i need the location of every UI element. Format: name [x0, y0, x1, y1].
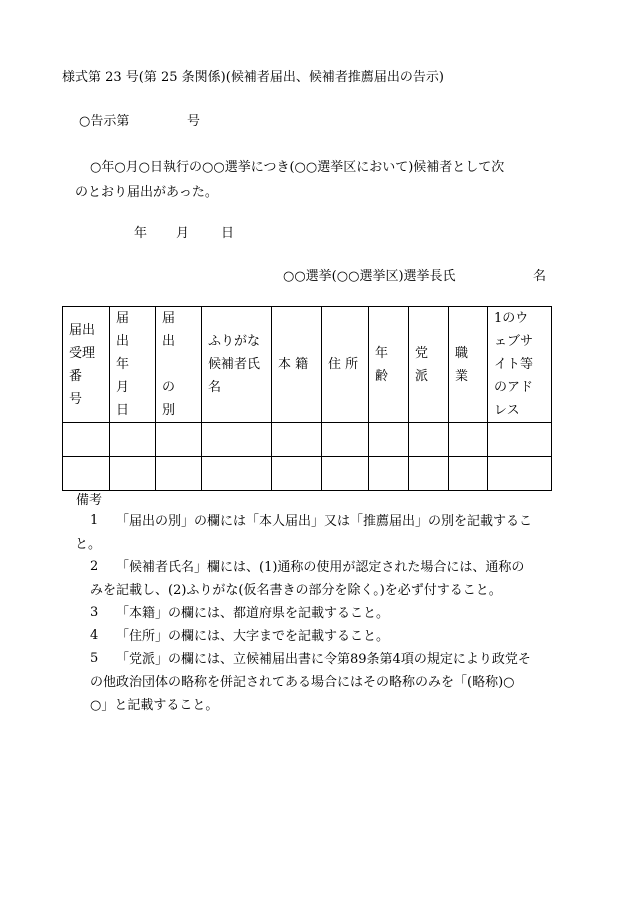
note-number: 4	[90, 628, 99, 643]
table-cell	[110, 423, 156, 457]
note-5-line-1: 「党派」の欄には、立候補届出書に令第89条第4項の規定により政党そ	[116, 652, 531, 667]
note-1-line-2: と。	[75, 537, 102, 552]
table-cell	[110, 457, 156, 491]
signature-text: ○○選挙(○○選挙区)選挙長氏	[283, 269, 456, 284]
table-cell	[449, 423, 488, 457]
form-title: 様式第 23 号(第 25 条関係)(候補者届出、候補者推薦届出の告示)	[62, 70, 444, 85]
header-candidate-name	[202, 307, 272, 423]
header-text: 届 出 の 別	[162, 311, 176, 418]
note-4-line-1: 「住所」の欄には、大字までを記載すること。	[116, 629, 390, 644]
header-text: ふりがな 候補者氏 名	[208, 334, 261, 395]
header-domicile	[272, 307, 322, 423]
note-2-line-2: みを記載し、(2)ふりがな(仮名書きの部分を除く。)を必ず付すること。	[90, 583, 502, 598]
header-address	[322, 307, 369, 423]
notes-title: 備考	[76, 493, 103, 508]
header-filing-date	[110, 307, 156, 423]
notice-label: ○告示第	[79, 114, 130, 129]
table-cell	[409, 457, 449, 491]
note-1-line-1: 「届出の別」の欄には「本人届出」又は「推薦届出」の別を記載するこ	[116, 514, 533, 529]
table-cell	[156, 423, 202, 457]
table-cell	[369, 423, 409, 457]
header-occupation	[449, 307, 488, 423]
header-text: 本 籍	[278, 357, 309, 372]
table-cell	[63, 457, 110, 491]
table-cell	[272, 457, 322, 491]
table-cell	[322, 423, 369, 457]
table-header-row	[63, 307, 552, 423]
table-cell	[449, 457, 488, 491]
table-cell	[156, 457, 202, 491]
signature-name-suffix: 名	[533, 269, 547, 284]
header-text: 1のウ ェブサ イト等 のアド レス	[494, 311, 534, 418]
header-text: 党 派	[415, 345, 429, 384]
header-receipt-number	[63, 307, 110, 423]
table-row	[63, 423, 552, 457]
notice-number-suffix: 号	[187, 114, 201, 129]
table-cell	[202, 457, 272, 491]
table-cell	[272, 423, 322, 457]
header-text: 年 齢	[375, 345, 389, 384]
note-5-line-3: ○」と記載すること。	[90, 698, 219, 713]
header-age	[369, 307, 409, 423]
table-cell	[322, 457, 369, 491]
note-5-line-2: の他政治団体の略称を併記されてある場合にはその略称のみを「(略称)○	[90, 675, 515, 690]
note-number: 1	[90, 513, 99, 528]
table-cell	[409, 423, 449, 457]
registration-table	[62, 306, 552, 491]
header-text: 職 業	[455, 345, 469, 384]
table-cell	[63, 423, 110, 457]
note-number: 2	[90, 559, 99, 574]
note-number: 3	[90, 605, 99, 620]
table-cell	[202, 423, 272, 457]
header-text: 住 所	[328, 357, 359, 372]
note-3-line-1: 「本籍」の欄には、都道府県を記載すること。	[116, 606, 390, 621]
note-number: 5	[90, 651, 99, 666]
table-row	[63, 457, 552, 491]
date-year: 年	[134, 226, 148, 241]
header-text: 届出 受理 番 号	[69, 322, 96, 407]
table-cell	[488, 457, 552, 491]
body-text-line-2: のとおり届出があった。	[75, 185, 218, 200]
body-text-line-1: ○年○月○日執行の○○選挙につき(○○選挙区において)候補者として次	[90, 160, 505, 175]
date-day: 日	[221, 226, 235, 241]
header-website	[488, 307, 552, 423]
note-2-line-1: 「候補者氏名」欄には、(1)通称の使用が認定された場合には、通称の	[116, 560, 525, 575]
table-cell	[488, 423, 552, 457]
date-month: 月	[176, 226, 190, 241]
header-party	[409, 307, 449, 423]
header-filing-type	[156, 307, 202, 423]
header-text: 届 出 年 月 日	[116, 311, 130, 418]
table-cell	[369, 457, 409, 491]
